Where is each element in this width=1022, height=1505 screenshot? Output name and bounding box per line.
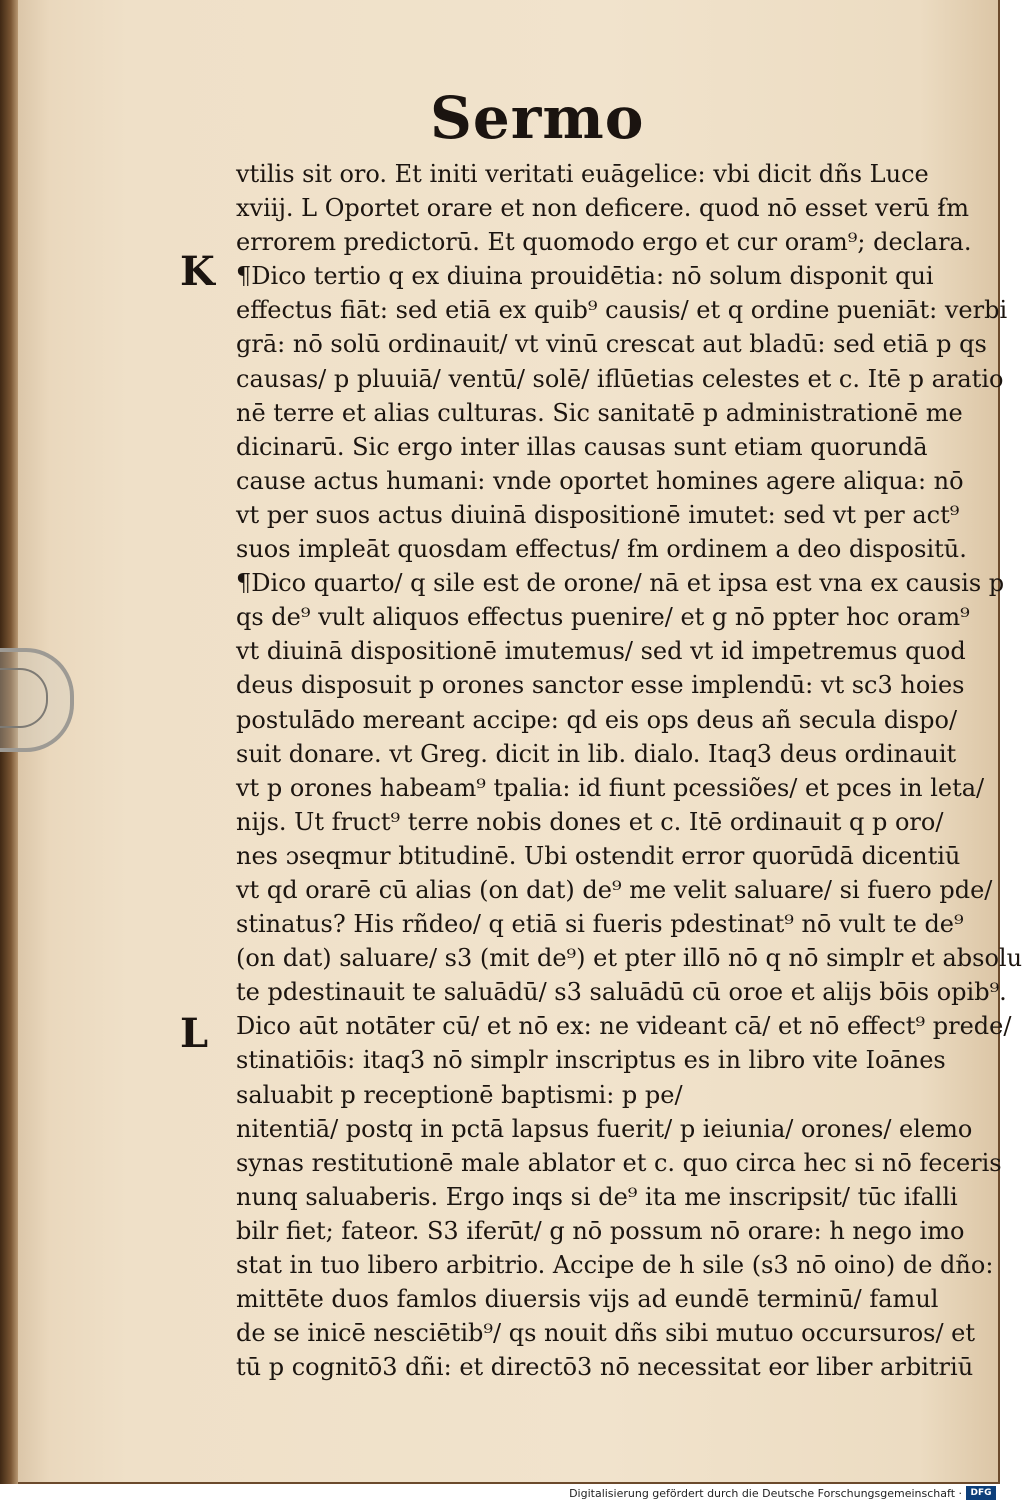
text-line: nijs. Ut fruct⁹ terre nobis dones et c. Itē ordinauit q p oro/ xyxy=(236,807,944,836)
text-line: postulādo mereant accipe: qd eis ops deus añ secula dispo/ xyxy=(236,705,958,734)
text-line: dicinarū. Sic ergo inter illas causas sunt etiam quorundā xyxy=(236,432,928,461)
text-line: errorem predictorū. Et quomodo ergo et cur oram⁹; declara. xyxy=(236,228,972,257)
text-line: suit donare. vt Greg. dicit in lib. dialo. Itaq3 deus ordinauit xyxy=(236,739,957,768)
page-title: Sermo xyxy=(430,84,645,152)
text-line: nitentiā/ postq in pctā lapsus fuerit/ p ieiunia/ orones/ elemo xyxy=(236,1114,973,1143)
text-line: deus disposuit p orones sanctor esse implendū: vt sc3 hoies xyxy=(236,671,965,700)
text-line: Dico aūt notāter cū/ et nō ex: ne videant cā/ et nō effect⁹ prede/ xyxy=(236,1012,1012,1041)
body-text xyxy=(236,157,1022,1384)
text-line: ¶Dico quarto/ q sile est de orone/ nā et ipsa est vna ex causis p xyxy=(236,569,1005,598)
text-line: causas/ p pluuiā/ ventū/ solē/ iflūetias celestes et c. Itē p aratio xyxy=(236,364,1004,393)
text-line: te pdestinauit te saluādū/ s3 saluādū cū oroe et alijs bōis opib⁹. xyxy=(236,978,1007,1007)
text-line: saluabit p receptionē baptismi: p pe/ xyxy=(236,1080,683,1109)
text-line: stat in tuo libero arbitrio. Accipe de h sile (s3 nō oino) de dño: xyxy=(236,1251,994,1279)
text-line: qs de⁹ vult aliquos effectus puenire/ et g nō ppter hoc oram⁹ xyxy=(236,603,970,632)
text-line: synas restitutionē male ablator et c. quo circa hec si nō feceris xyxy=(236,1148,1002,1177)
text-line: nunq saluaberis. Ergo inqs si de⁹ ita me inscripsit/ tūc ifalli xyxy=(236,1182,958,1211)
text-line: stinatiōis: itaq3 nō simplr inscriptus es in libro vite Ioānes xyxy=(236,1046,946,1075)
text-line: stinatus? His rñdeo/ q etiā si fueris pdestinat⁹ nō vult te de⁹ xyxy=(236,910,964,939)
text-line: vt diuinā dispositionē imutemus/ sed vt id impetremus quod xyxy=(236,637,966,666)
text-line: tū p cognitō3 dñi: et directō3 nō necessitat eor liber arbitriū xyxy=(236,1353,974,1382)
text-line: nē terre et alias culturas. Sic sanitatē p administrationē me xyxy=(236,398,963,427)
text-line: ¶Dico tertio q ex diuina prouidētia: nō solum disponit qui xyxy=(236,262,934,291)
text-line: xviij. L Oportet orare et non deficere. quod nō esset verū ẜm xyxy=(236,194,970,223)
text-line: cause actus humani: vnde oportet homines agere aliqua: nō xyxy=(236,466,964,495)
text-line: de se inicē nesciētib⁹/ qs nouit dñs sibi mutuo occursuros/ et xyxy=(236,1319,976,1348)
text-line: nes ɔseqmur btitudinē. Ubi ostendit error quorūdā dicentiū xyxy=(236,841,961,870)
text-line: vtilis sit oro. Et initi veritati euāgelice: vbi dicit dñs Luce xyxy=(236,160,929,188)
text-line: effectus fiāt: sed etiā ex quib⁹ causis/ et q ordine pueniāt: verbi xyxy=(236,296,1008,325)
text-line: vt p orones habeam⁹ tpalia: id fiunt pcessiões/ et pces in leta/ xyxy=(236,773,985,802)
text-line: bilr fiet; fateor. S3 iferūt/ g nō possum nō orare: h nego imo xyxy=(236,1216,965,1245)
text-line: vt qd orarē cū alias (on dat) de⁹ me velit saluare/ si fuero pde/ xyxy=(236,875,993,904)
funding-credit: Digitalisierung gefördert durch die Deutsche Forschungsgemeinschaft · xyxy=(569,1487,962,1500)
text-line: vt per suos actus diuinā dispositionē imutet: sed vt per act⁹ xyxy=(236,500,960,529)
text-line: suos impleāt quosdam effectus/ ẜm ordinem a deo dispositū. xyxy=(236,535,967,564)
text-line: grā: nō solū ordinauit/ vt vinū crescat aut bladū: sed etiā p qs xyxy=(236,330,987,359)
marginal-letter-l: L xyxy=(180,1010,209,1057)
dfg-logo: DFG xyxy=(966,1486,996,1500)
text-line: (on dat) saluare/ s3 (mit de⁹) et pter illō nō q nō simplr et absolu xyxy=(236,944,1022,973)
marginal-letter-k: K xyxy=(180,248,215,295)
text-line: mittēte duos famlos diuersis vijs ad eundē terminū/ famul xyxy=(236,1285,939,1314)
